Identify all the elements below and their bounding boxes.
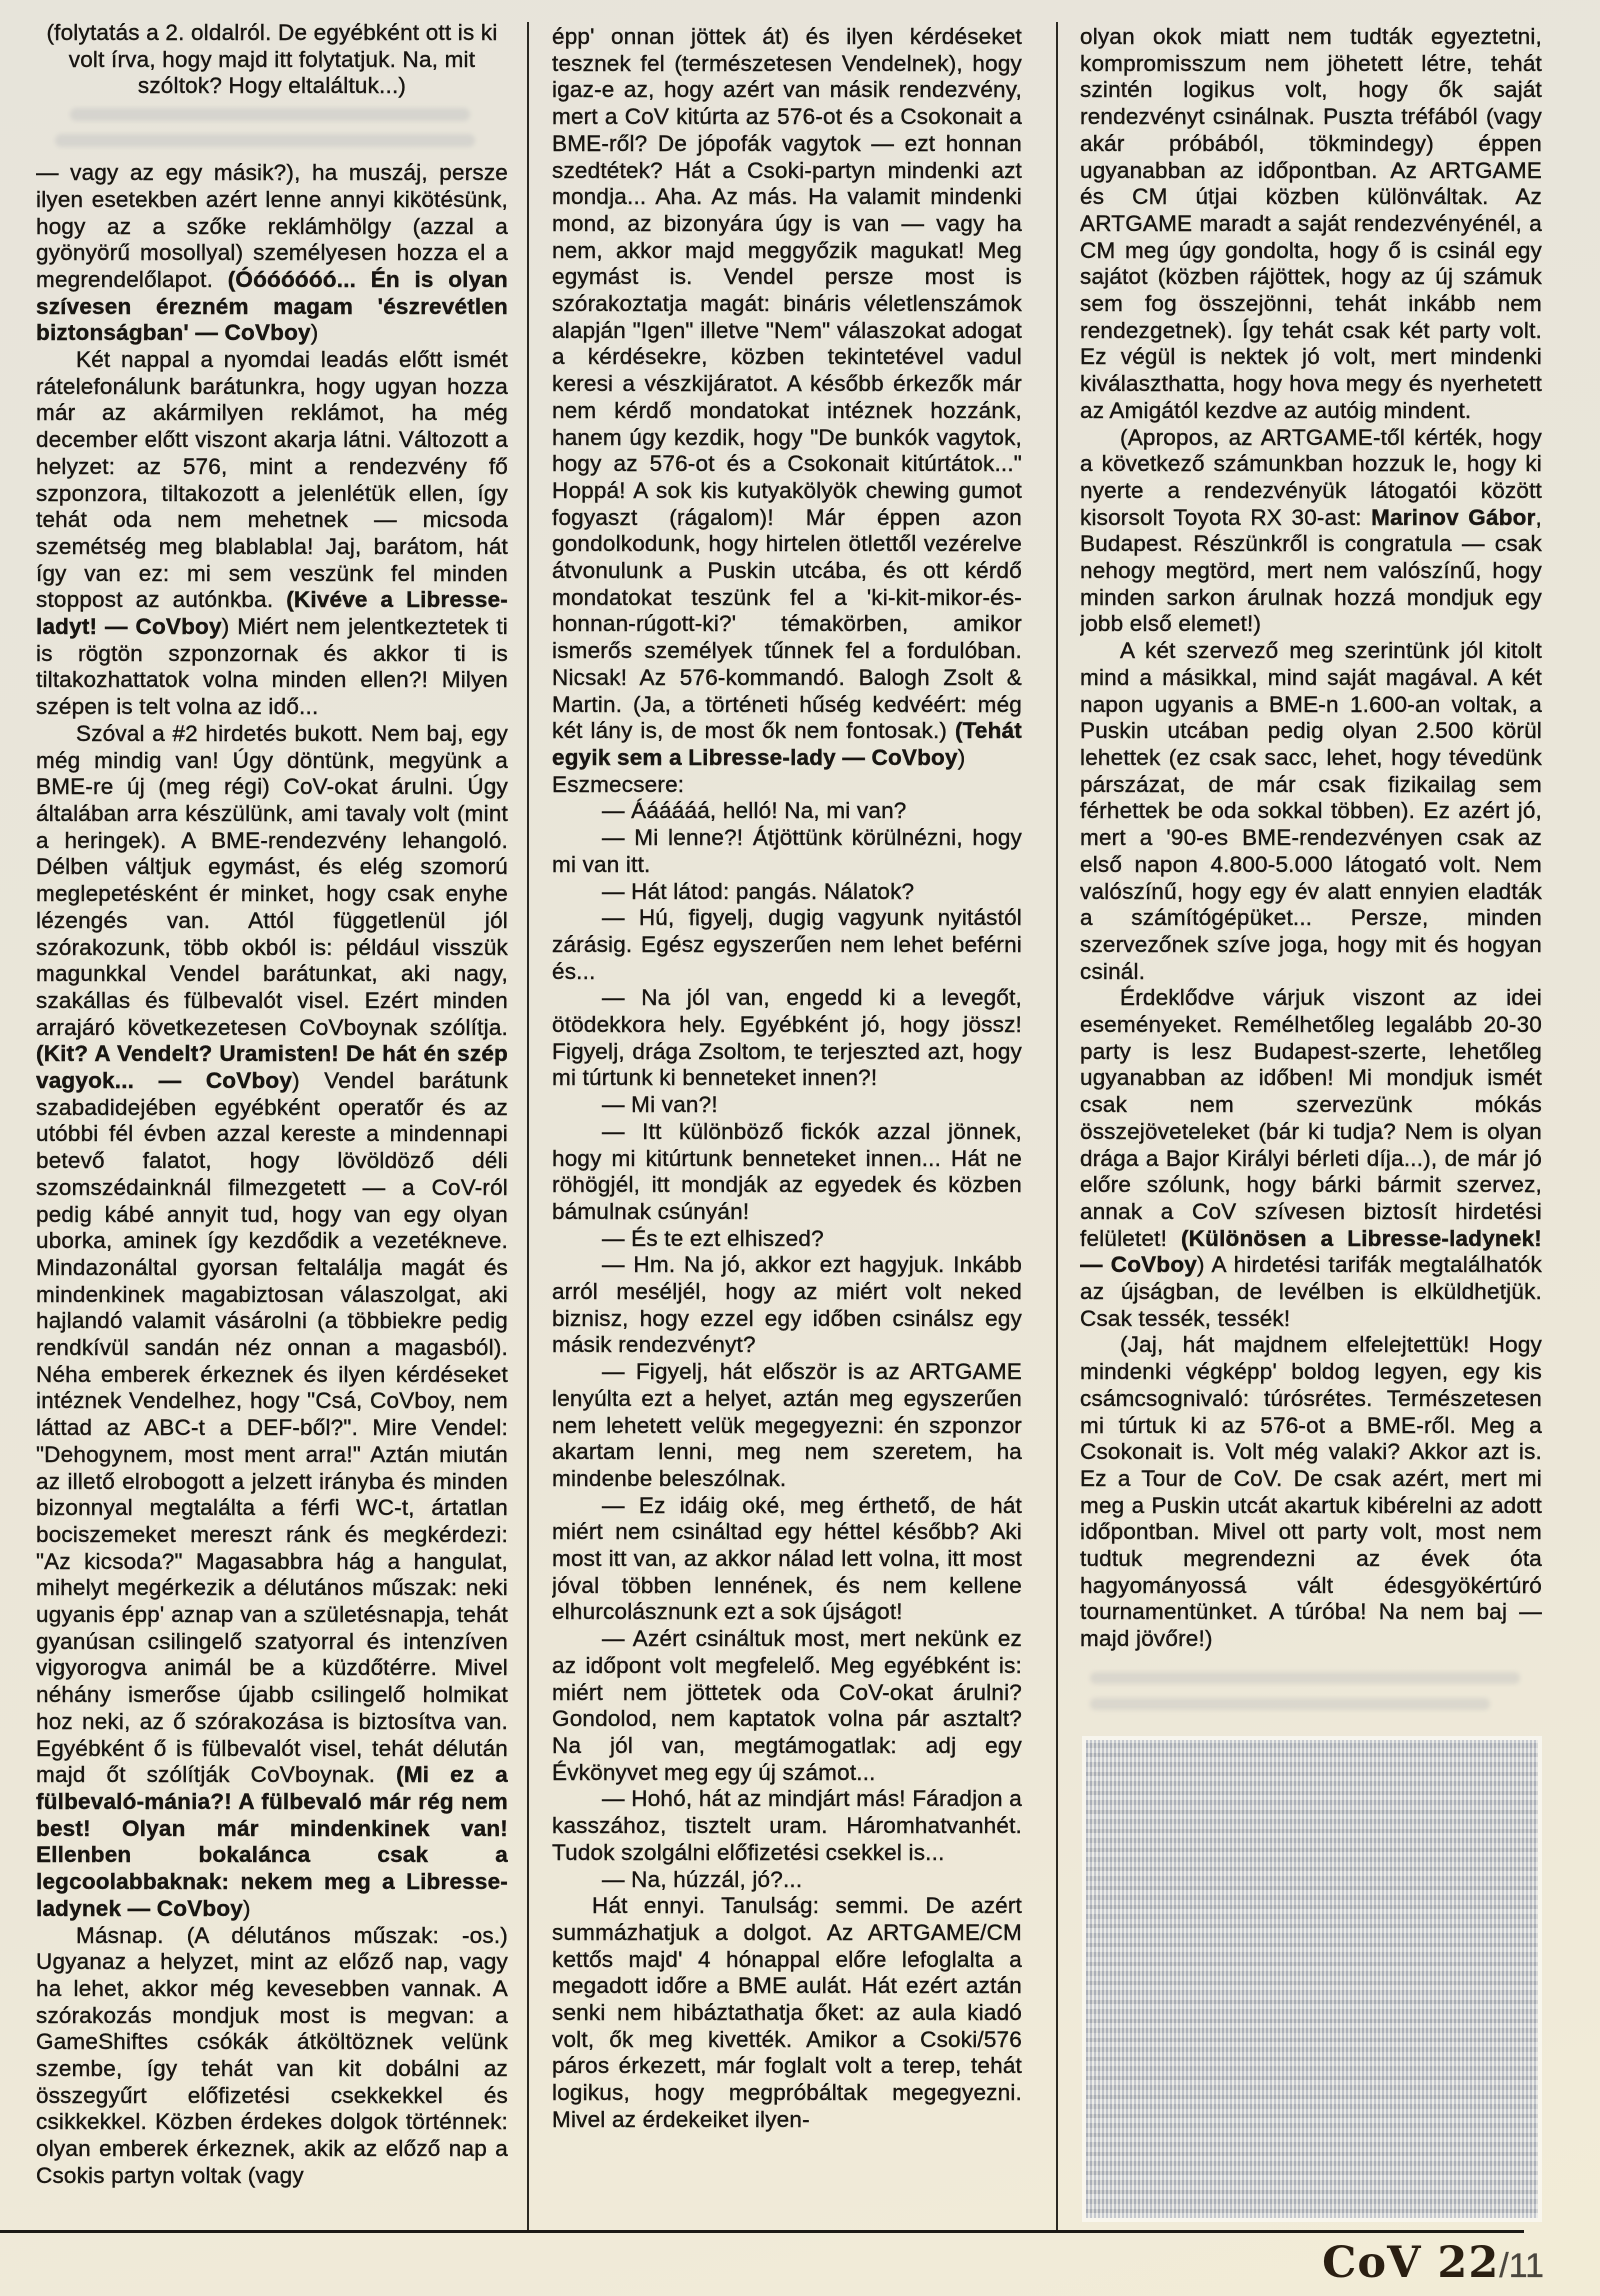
paragraph: Másnap. (A délutános műszak: -os.) Ugyanaz a helyzet, mint az előző nap, vagy ha lehet, akkor még kevesebben vannak. A szórakozás mondjuk most is megvan: a GameShiftes csókák átköltöznek velünk szembe, így tehát van kit dobálni az összegyűrt előfizetési csekkekkel és csikkekkel. Közben érdekes dolgok történnek: olyan emberek érkeznek, akik az előző nap a Csokis partyn voltak (vagy [36, 1922, 508, 2188]
paragraph: olyan okok miatt nem tudták egyeztetni, kompromisszum nem jöhetett létre, tehát szintén logikus volt, hogy ők saját rendezvényt csinálnak. Puszta tréfából (vagy akár próbából, tökmindegy) éppen ugyanabban az időpontban. Az ARTGAME és CM útjai közben különváltak. Az ARTGAME maradt a saját rendezvényénél, a CM meg úgy gondolta, hogy ő is csinál egy sajátot (közben rájöttek, hogy az új számuk sem fog összejönni, tehát inkább nem rendezgetnek). Így tehát csak két party volt. Ez végül is nektek jó volt, mert mindenki kiválaszthatta, hogy hova megy és nyerhetett az Amigától kezdve az autóig mindent. [1080, 24, 1542, 423]
dialogue-line: — Hát látod: pangás. Nálatok? [602, 878, 915, 904]
dialogue-line: — És te ezt elhiszed? [602, 1225, 824, 1251]
dialogue-line: — Hohó, hát az mindjárt más! Fáradjon a kasszához, tisztelt uram. Háromhatvanhét. Tudok szolgálni előfizetési csekkel is... [552, 1786, 1022, 1865]
column-divider-rule [1056, 22, 1058, 2230]
dialogue-line: — Mi lenne?! Átjöttünk körülnézni, hogy mi van itt. [552, 825, 1022, 877]
halftone-image-placeholder [1086, 1740, 1538, 2218]
dialogue-line: — Hm. Na jó, akkor ezt hagyjuk. Inkább arról meséljél, hogy az miért volt neked biznisz, hogy ezzel egy időben csinálsz egy másik rendezvényt? [552, 1252, 1022, 1358]
paragraph: — vagy az egy másik?), ha muszáj, persze ilyen esetekben azért lenne annyi kikötésünk, hogy az a szőke reklámhölgy (azzal a gyönyörű mosollyal) személyesen hozza el a megrendelőlapot. (Óóóóóóó... Én is olyan szívesen érezném magam 'észrevétlen biztonságban' — CoVboy) [36, 160, 508, 346]
paragraph: Két nappal a nyomdai leadás előtt ismét rátelefonálunk barátunkra, hogy ugyan hozza már az akármilyen reklámot, ha még december előtt viszont akarja látni. Változott a helyzet: az 576, mint a rendezvény fő szponzora, tiltakozott a jelenlétük ellen, így tehát oda nem mehetnek — micsoda szemétség meg blablabla! Jaj, barátom, hát így van ez: mi sem veszünk fel minden stoppost az autónkba. (Kivéve a Libresse-ladyt! — CoVboy) Miért nem jelentkeztetek ti is rögtön szponzornak és akkor ti is tiltakozhattatok volna minden ellen?! Milyen szépen is telt volna az idő... [36, 347, 508, 720]
dialogue-line: — Hú, figyelj, dugig vagyunk nyitástól zárásig. Egész egyszerűen nem lehet beférni és... [552, 905, 1022, 984]
magazine-logo: CoV 22 [1322, 2238, 1500, 2288]
paragraph: (Jaj, hát majdnem elfelejtettük! Hogy mindenki végképp' boldog legyen, egy kis csámcsognivaló: túrósrétes. Természetesen mi túrtuk ki az 576-ot a BME-ről. Meg a Csokonait is. Volt még valaki? Akkor azt is. Ez a Tour de CoV. De csak azért, mert mi meg a Puskin utcát akartuk kibérelni az adott időpontban. Mivel ott party volt, most nem tudtuk megrendezni az évek óta hagyományossá vált édesgyökértúró tournamentünket. A túróba! Na nem baj — majd jövőre!) [1080, 1332, 1542, 1652]
article-column-1 [36, 20, 508, 2225]
dialogue-line: — Ez idáig oké, meg érthető, de hát miért nem csináltad egy héttel később? Aki most itt van, az akkor nálad lett volna, itt most jóval többen lennének, és nem kellene elhurcolásznunk ezt a sok újságot! [552, 1492, 1022, 1625]
paragraph: A két szervező meg szerintünk jól kitolt mind a másikkal, mind saját magával. A két napon ugyanis a BME-n 1.600-an voltak, a Puskin utcában pedig olyan 2.500 körül lehettek (ez csak sacc, lehet, hogy tévedünk párszázat, de már csak fizikailag sem férhettek be oda sokkal többen). Ez azért jó, mert a '90-es BME-rendezvényen csak az első napon 4.800-5.000 látogató volt. Nem valószínű, hogy egy év alatt ennyien eladták a számítógépüket... Persze, minden szervezőnek szíve joga, hogy mit és hogyan csinál. [1080, 638, 1542, 984]
paragraph: Hát ennyi. Tanulság: semmi. De azért summázhatjuk a dolgot. Az ARTGAME/CM kettős majd' 4 hónappal előre lefoglalta a megadott időre a BME aulát. Hát ezért aztán senki nem hibáztathatja őket: az aula kiadó volt, ők meg kivették. Amikor a Csoki/576 páros érkezett, már foglalt volt a terep, tehát logikus, hogy megpróbáltak megegyezni. Mivel az érdekeiket ilyen- [552, 1893, 1022, 2132]
paragraph: épp' onnan jöttek át) és ilyen kérdéseket tesznek fel (természetesen Vendelnek), hogy igaz-e az, hogy azért van másik rendezvény, mert a CoV kitúrta az 576-ot és a Csokonait a BME-ről? De jópofák vagytok — ezt honnan szedtétek? Hát a Csoki-partyn mindenki azt mondja... Aha. Az más. Ha valamit mindenki mond, az bizonyára úgy is van — vagy ha nem, akkor majd meggyőzik magukat! Meg egymást is. Vendel persze most is szórakoztatja magát: bináris véletlenszámok alapján "Igen" illetve "Nem" válaszokat adogat a kérdésekre, közben tekintetével vadul keresi a vészkijáratot. A később érkezők már nem kérdő mondatokat intéznek hozzánk, hanem úgy kezdik, hogy "De bunkók vagytok, hogy az 576-ot és a Csokonait kitúrtátok..." Hoppá! A sok kis kutyakölyök chewing gumot fogyaszt (rágalom)! Már éppen azon gondolkodunk, hogy hirtelen ötlettől vezérelve átvonulunk a Puskin utcába, és ott kérdő mondatokat teszünk fel a 'ki-kit-mikor-és-honnan-rúgott-ki?' témakörben, amikor ismerős személyek tűnnek fel a fordulóban. Nicsak! Az 576-kommandó. Balogh Zsolt & Martin. (Ja, a történeti hűség kedvéért: még két lány is, de most ők nem fontosak.) (Tehát egyik sem a Libresse-lady — CoVboy) [552, 24, 1022, 770]
column-divider-rule [527, 22, 529, 2230]
paragraph: Szóval a #2 hirdetés bukott. Nem baj, egy még mindig van! Úgy döntünk, megyünk a BME-re új (meg régi) CoV-okat árulni. Úgy általában arra készülünk, ami tavaly volt (mint a heringek). A BME-rendezvény lehangoló. Délben váltjuk egymást, és elég szomorú meglepetésként ér minket, hogy csak enyhe lézengés van. Attól függetlenül jól szórakozunk, több okból is: például visszük magunkkal Vendel barátunkat, aki nagy, szakállas és fülbevalót visel. Ezért minden arrajáró következetesen CoVboynak szólítja. (Kit? A Vendelt? Uramisten! De hát én szép vagyok... — CoVboy) Vendel barátunk szabadidejében egyébként operatőr és az utóbbi fél évben azzal kereste a mindennapi betevő falatot, hogy lövöldöző déli szomszédainknál filmezgetett — a CoV-ról pedig kábé annyit tud, hogy van egy olyan uborka, aminek így kezdődik a vezetékneve. Mindazonáltal gyorsan feltalálja magát és mindenkinek magabiztosan válaszolgat, aki hajlandó valamit vásárolni (a többiekre pedig rendkívül sandán néz onnan a magasból). Néha emberek érkeznek és ilyen kérdéseket intéznek Vendelhez, hogy "Csá, CoVboy, nem láttad az ABC-t a DEF-ből?". Mire Vendel: "Dehogynem, most ment arra!" Aztán miután az illető elrobogott a jelzett irányba és minden bizonnyal megtalálta a férfi WC-t, ártatlan bociszemeket mereszt ránk és megkérdezi: "Az kicsoda?" Magasabbra hág a hangulat, mihelyt megérkezik a délutános műszak: neki ugyanis épp' aznap van a születésnapja, tehát gyanúsan csilingelő szatyorral és intenzíven vigyorogva animál be a küzdőtérre. Mivel néhány ismerőse újabb csilingelő holmikat hoz neki, az ő szórakozása is biztosítva van. Egyébként ő is fülbevalót visel, tehát délután majd őt szólítják CoVboynak. (Mi ez a fülbevaló-mánia?! A fülbevaló már rég nem best! Olyan már mindenkinek van! Ellenben bokalánca csak a legcoolabbaknak: nekem meg a Libresse-ladynek — CoVboy) [36, 720, 508, 1921]
dialogue-line: — Na jól van, engedd ki a levegőt, ötödekkora hely. Egyébként jó, hogy jössz! Figyelj, drága Zsoltom, te terjeszted azt, hogy mi túrtunk ki benneteket innen?! [552, 985, 1022, 1091]
paragraph: Érdeklődve várjuk viszont az idei eseményeket. Remélhetőleg legalább 20-30 party is lesz Budapest-szerte, lehetőleg ugyanabban az időben! Mi mondjuk ismét csak nem szervezünk mókás összejöveteleket (bár ki tudja? Nem is olyan drága a Bajor Királyi bérleti díja...), de már jó előre szólunk, hogy bárki bármit szervez, annak a CoV szívesen biztosít hirdetési felületet! (Különösen a Libresse-ladynek! — CoVboy) A hirdetési tarifák megtalálhatók az újságban, de levélben is elküldhetjük. Csak tessék, tessék! [1080, 985, 1542, 1331]
section-label: Eszmecsere: [552, 771, 685, 797]
article-column-2 [552, 24, 1022, 2229]
dialogue-line: — Mi van?! [602, 1092, 718, 1118]
dialogue-line: — Azért csináltuk most, mert nekünk ez az időpont volt megfelelő. Meg egyébként is: miért nem jöttetek oda CoV-okat árulni? Gondolod, nem kaptatok volna pár asztalt? Na jól van, megtámogatlak: adj egy Évkönyvet meg egy új számot... [552, 1626, 1022, 1785]
paragraph: (Apropos, az ARTGAME-től kérték, hogy a következő számunkban hozzuk le, hogy ki nyerte a rendezvényük látogatói között kisorsolt Toyota RX 30-ast: Marinov Gábor, Budapest. Részünkről is congratula — csak nehogy megtörd, mert nem valószínű, hogy minden sarkon árulnak hozzá mondjuk egy jobb első elemet!) [1080, 424, 1542, 637]
page-footer [1066, 2238, 1544, 2288]
dialogue-line: — Na, húzzál, jó?... [602, 1866, 803, 1892]
dialogue-line: — Itt különböző fickók azzal jönnek, hogy mi kitúrtunk benneteket innen... Hát ne röhögjél, itt mondják az egyedek és közben bámulnak csúnyán! [552, 1118, 1022, 1224]
footer-rule [0, 2230, 1524, 2233]
continued-from-note: (folytatás a 2. oldalról. De egyébként ott is ki volt írva, hogy majd itt folytatjuk. Na, mit szóltok? Hogy eltaláltuk...) [46, 20, 498, 99]
dialogue-line: — Áááááá, helló! Na, mi van? [602, 798, 907, 824]
page-number: /11 [1499, 2247, 1544, 2285]
dialogue-line: — Figyelj, hát először is az ARTGAME lenyúlta ezt a helyet, aztán meg egyszerűen nem lehetett velük megegyezni: én szponzor akartam lenni, meg nem szeretem, ha mindenbe beleszólnak. [552, 1359, 1022, 1491]
column-gap [36, 100, 508, 160]
